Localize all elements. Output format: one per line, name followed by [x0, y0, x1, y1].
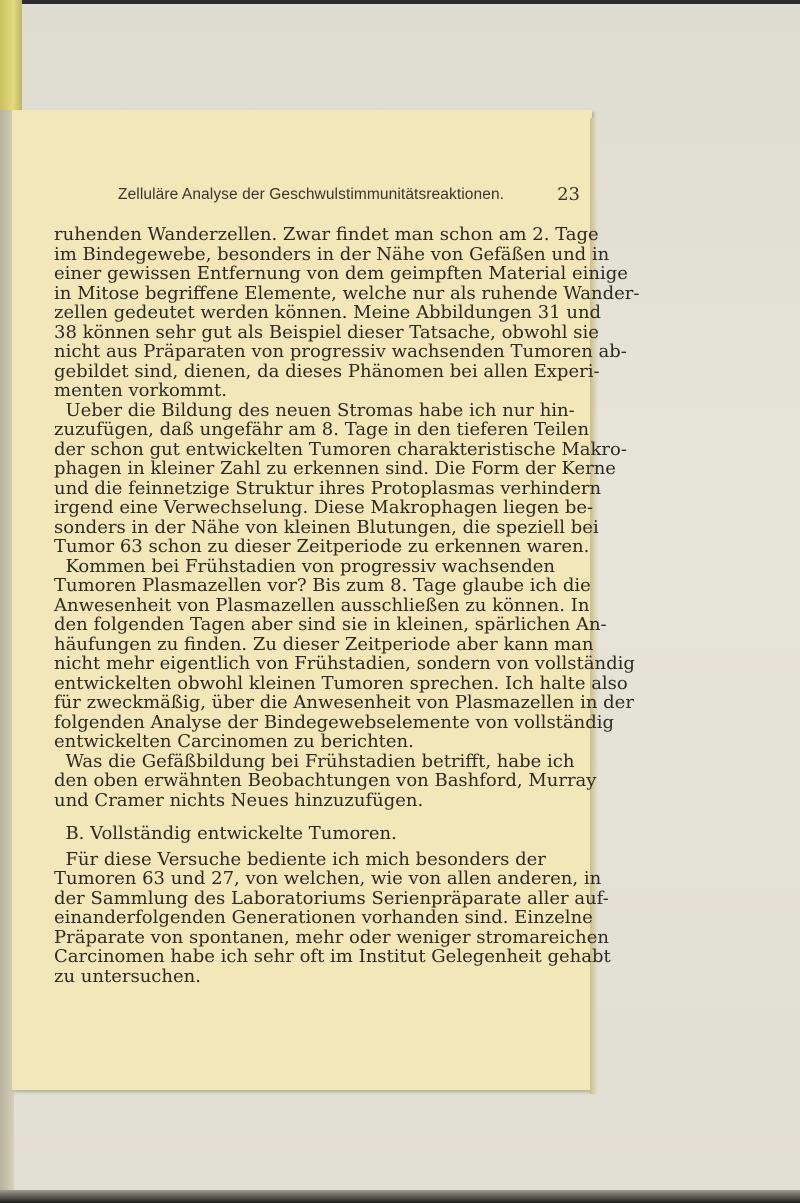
section-line: der Sammlung des Laboratoriums Serienpräparate aller auf-: [54, 887, 609, 909]
section-line: Tumoren 63 und 27, von welchen, wie von allen anderen, in: [54, 868, 602, 889]
body-line: einer gewissen Entfernung von dem geimpften Material einige: [54, 263, 628, 284]
body-line: den folgenden Tagen aber sind sie in kleinen, spärlichen An-: [54, 614, 607, 635]
section-line: Carcinomen habe ich sehr oft im Institut Gelegenheit gehabt: [54, 946, 611, 967]
body-line: Was die Gefäßbildung bei Frühstadien betrifft, habe ich: [54, 750, 575, 772]
section-gap: [54, 810, 594, 824]
left-binding-strip: [0, 0, 22, 120]
body-line: Tumor 63 schon zu dieser Zeitperiode zu erkennen waren.: [54, 536, 590, 557]
body-line: nicht aus Präparaten von progressiv wachsenden Tumoren ab-: [54, 341, 627, 362]
body-line: entwickelten Carcinomen zu berichten.: [54, 731, 414, 752]
body-line: 38 können sehr gut als Beispiel dieser Tatsache, obwohl sie: [54, 321, 599, 343]
body-line: Tumoren Plasmazellen vor? Bis zum 8. Tage glaube ich die: [54, 575, 591, 596]
page-number: 23: [557, 184, 580, 205]
body-line: in Mitose begriffene Elemente, welche nur als ruhende Wander-: [54, 282, 640, 304]
body-line: und die feinnetzige Struktur ihres Protoplasmas verhindern: [54, 477, 602, 499]
body-line: zuzufügen, daß ungefähr am 8. Tage in den tieferen Teilen: [54, 419, 590, 440]
section-line: Präparate von spontanen, mehr oder weniger stromareichen: [54, 926, 609, 948]
scan-top-edge: [0, 0, 800, 4]
scan-bottom-edge: [0, 1190, 800, 1203]
body-line: nicht mehr eigentlich von Frühstadien, sondern von vollständig: [54, 653, 635, 674]
section-line: Für diese Versuche bediente ich mich besonders der: [54, 848, 546, 870]
body-line: phagen in kleiner Zahl zu erkennen sind. Die Form der Kerne: [54, 458, 616, 479]
body-line: Anwesenheit von Plasmazellen ausschließen zu können. In: [54, 594, 590, 616]
body-line: den oben erwähnten Beobachtungen von Bashford, Murray: [54, 770, 597, 791]
body-line: zellen gedeutet werden können. Meine Abbildungen 31 und: [54, 302, 602, 323]
running-head: Zelluläre Analyse der Geschwulstimmunitätsreaktionen.: [118, 186, 505, 203]
body-line: Ueber die Bildung des neuen Stromas habe ich nur hin-: [54, 399, 575, 421]
body-line: im Bindegewebe, besonders in der Nähe von Gefäßen und in: [54, 243, 610, 265]
body-line: häufungen zu finden. Zu dieser Zeitperiode aber kann man: [54, 633, 594, 655]
body-line: der schon gut entwickelten Tumoren charakteristische Makro-: [54, 438, 627, 460]
section-line: zu untersuchen.: [54, 965, 201, 987]
body-text: [54, 224, 640, 987]
section-heading: B. Vollständig entwickelte Tumoren.: [54, 823, 397, 844]
body-line: folgenden Analyse der Bindegewebselemente von vollständig: [54, 711, 615, 733]
body-line: Kommen bei Frühstadien von progressiv wachsenden: [54, 555, 555, 577]
body-line: gebildet sind, dienen, da dieses Phänomen bei allen Experi-: [54, 360, 600, 382]
body-line: für zweckmäßig, über die Anwesenheit von Plasmazellen in der: [54, 692, 634, 713]
body-line: und Cramer nichts Neues hinzuzufügen.: [54, 789, 424, 811]
body-line: sonders in der Nähe von kleinen Blutungen, die speziell bei: [54, 516, 599, 538]
body-line: ruhenden Wanderzellen. Zwar findet man schon am 2. Tage: [54, 224, 599, 245]
body-line: menten vorkommt.: [54, 380, 227, 401]
body-line: entwickelten obwohl kleinen Tumoren sprechen. Ich halte also: [54, 672, 628, 694]
body-line: irgend eine Verwechselung. Diese Makrophagen liegen be-: [54, 497, 594, 518]
section-line: einanderfolgenden Generationen vorhanden sind. Einzelne: [54, 907, 593, 928]
